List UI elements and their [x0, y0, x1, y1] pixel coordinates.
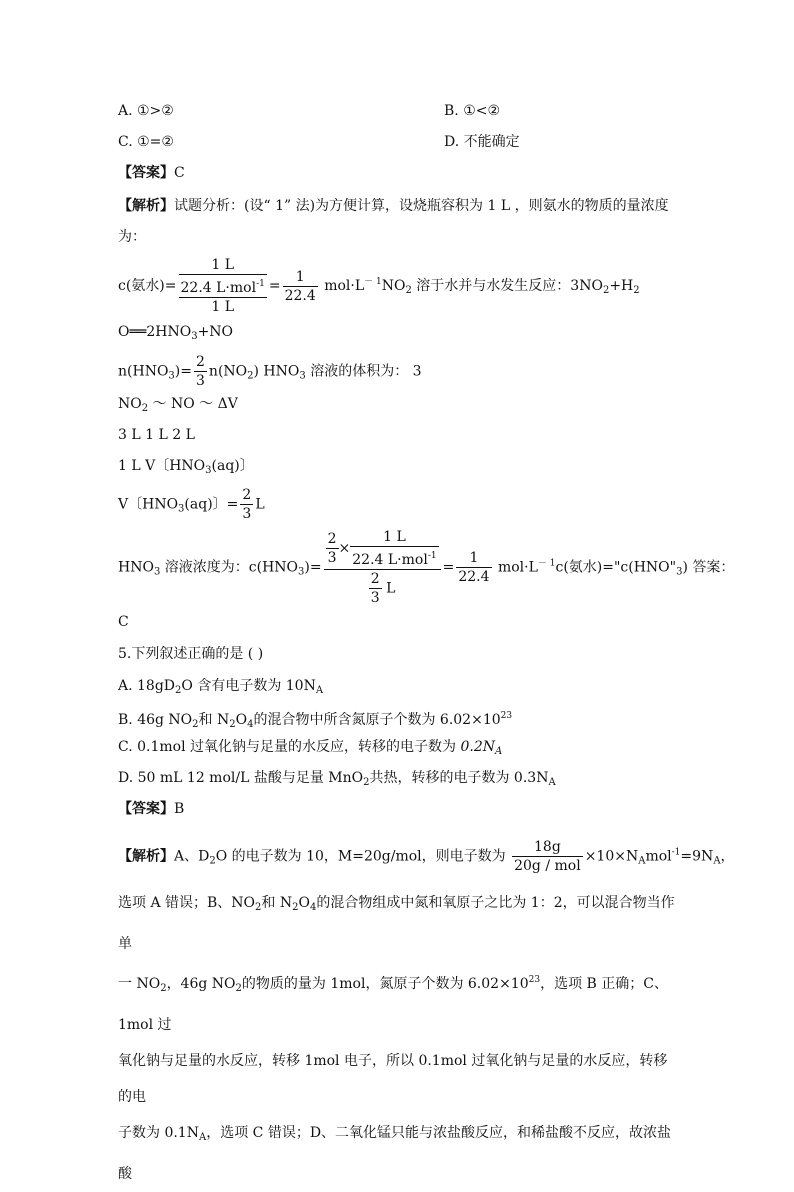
q5-option-c: C. 0.1mol 过氧化钠与足量的水反应，转移的电子数为 $0.2N_A$ — [118, 739, 503, 757]
formula-hno3-conc: $HNO_3$ 溶液浓度为：$c(HNO_3)=$ $\frac{2}{3}$ × $\frac{1 L}{22.4 L\cdot mol^{-1}}$ $\frac{2}{3}$ L = $\frac{1}{22.4}$ $mol\cdot L^{- 1}c$(氨水)$="c(HNO"_3)$ 答案： — [118, 529, 735, 606]
q5-answer: 【答案】B — [118, 801, 185, 817]
reaction-line2: $O══2HNO_3+NO$ — [118, 324, 234, 342]
stoich-line1: $NO_2$ ～ NO ～ ΔV — [118, 396, 238, 414]
choice-a: A. ①>② — [118, 103, 174, 119]
stoich-line2: 3 L 1 L 2 L — [118, 427, 195, 443]
q4-analysis-line1-cont: 为： — [118, 229, 146, 245]
choice-b: B. ①<② — [444, 103, 501, 119]
analysis-para-line: 一 $NO_2$，46g $NO_2$的物质的量为 1mol，氮原子个数为 $6.02\times 10^{23}$，选项 B 正确；C、1mol 过 — [118, 975, 668, 1033]
q5-option-a: A. $18gD_2O$ 含有电子数为 $10N_A$ — [118, 678, 324, 696]
formula-ammonia-conc: c(氨水)= 1 L 22.4 L·mol$^{-1}$ 1 L = $\frac{1}{22.4}$ $mol\cdot L^{- 1}NO_2$ 溶于水并与水发生反应：$3NO_2+H_2$ — [118, 257, 640, 315]
formula-n-hno3: $n(HNO_3)=$ $\frac{2}{3}$ $n(NO_2)$ $HNO_3$ 溶液的体积为： 3 — [118, 354, 422, 389]
q5-option-b: B. 46g $NO_2$和 $N_2O_4$的混合物中所含氮原子个数为 $6.02\times 10^{23}$ — [118, 711, 513, 730]
q5-stem: 5.下列叙述正确的是 ( ) — [118, 646, 264, 662]
q5-option-d: D. 50 mL 12 mol/L 盐酸与足量 MnO$_2$共热，转移的电子数为 $0.3N_A$ — [118, 770, 556, 788]
q5-analysis-body — [118, 885, 678, 1192]
analysis-para-line: 氧化钠与足量的水反应，转移 1mol 电子，所以 0.1mol 过氧化钠与足量的水反应，转移的电 — [118, 1053, 668, 1105]
analysis-para-line: 选项 A 错误；B、$NO_2$和 $N_2O_4$的混合物组成中氮和氧原子之比为 1：2，可以混合物当作单 — [118, 895, 675, 952]
formula-v-hno3: V〔$HNO_3(aq)$〕= $\frac{2}{3}$ L — [118, 487, 265, 522]
q4-analysis-line1: 【解析】试题分析：(设“ 1” 法)为方便计算，设烧瓶容积为 1 L ，则氨水的物质的量浓度 — [118, 198, 669, 214]
choice-c: C. ①=② — [118, 134, 174, 150]
analysis-para-line: 子数为 $0.1N_A$，选项 C 错误；D、二氧化锰只能与浓盐酸反应，和稀盐酸不反应，故浓盐酸 — [118, 1125, 672, 1182]
q4-final-answer: C — [118, 614, 129, 630]
stoich-line3: 1 L V〔$HNO_3(aq)$〕 — [118, 458, 254, 476]
q5-analysis-line1: 【解析】A、$D_2O$ 的电子数为 10，M=20g/mol，则电子数为 $\frac{18g}{\text{20g / mol}}$ $\times 10\times N_Amol^{-1}=9N_A$， — [118, 839, 735, 874]
choice-d: D. 不能确定 — [444, 134, 520, 150]
q4-answer: 【答案】C — [118, 165, 185, 181]
